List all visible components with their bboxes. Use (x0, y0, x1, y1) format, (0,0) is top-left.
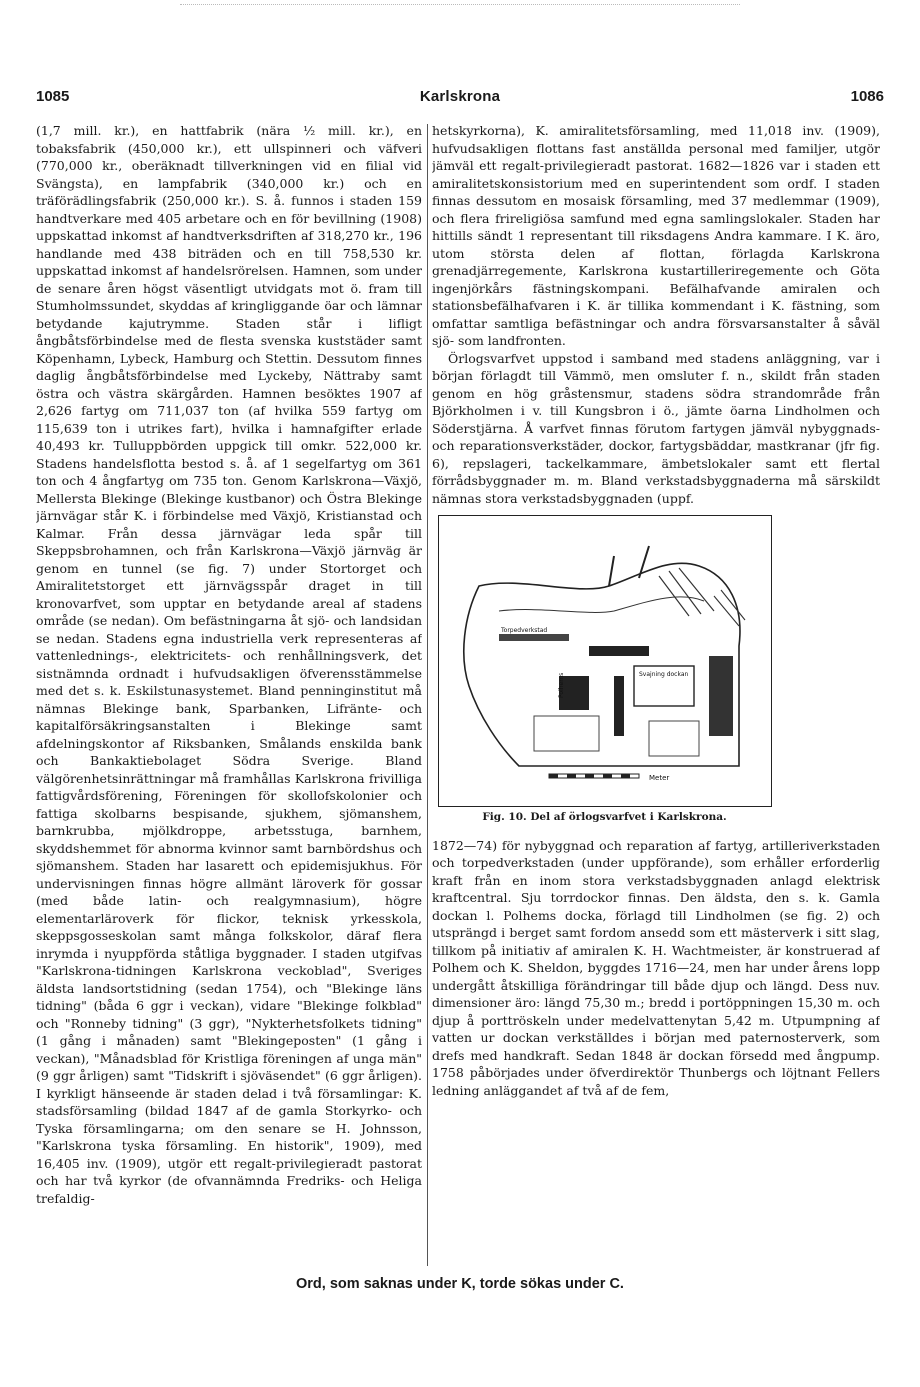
map-label-polhems: Polhems (558, 672, 565, 698)
right-paragraph-2: Örlogsvarfvet uppstod i samband med stadens anläggning, var i början förlagdt till Vämmö, men omsluter f. n., skildt från staden genom en hög gråstensmur, stadens södra strandområde från Björkholmen i v. till Kungsbron i ö., jämte öarna Lindholmen och Söderstjärna. Å varfvet finnas förutom fartygen jämväl nybyggnads- och reparationsverkstäder, dockor, fartygsbäddar, mastkranar (jfr fig. 6), repslageri, tackelkammare, ämbetslokaler samt ett flertal förrådsbyggnader m. m. Bland verkstadsbyggnaderna må särskildt nämnas stora verkstadsbyggnaden (uppf. (432, 350, 880, 506)
page-number-right: 1086 (850, 88, 884, 105)
figure-10-map (438, 515, 772, 807)
map-label-svajning: Svajning dockan (639, 671, 689, 678)
map-scale-label: Meter (649, 774, 670, 782)
scan-edge-line (180, 4, 740, 6)
page-footer-note: Ord, som saknas under K, torde sökas under C. (296, 1276, 624, 1292)
running-header (36, 88, 884, 112)
shipyard-map-illustration (439, 516, 771, 806)
right-paragraph-1: hetskyrkorna), K. amiralitetsförsamling, med 11,018 inv. (1909), hufvudsakligen flottans fast anställda personal med familjer, utgör jämväl ett regalt-privilegieradt pastorat. 1682—1826 var i staden ett amiralitetskonsistorium med en superintendent som ordf. I staden finnas dessutom en mosaisk församling, med 37 medlemmar (1909), och flera frireligiösa samfund med egna samlingslokaler. Staden har hittills sändt 1 representant till riksdagens Andra kammare. I K. äro, utom största delen af flottan, förlagda Karlskrona grenadjärregemente, Karlskrona kustartilleriregemente och Göta ingenjörkårs fästningskompani. Befälhafvande amiralen och stationsbefälhafvaren i K. är tillika kommendant i K. fästning, som omfattar samtliga befästningar och andra försvarsanstalter å såväl sjö- som landfronten. (432, 123, 880, 348)
column-divider (427, 124, 428, 1266)
map-label-torpedo: Torpedverkstad (501, 627, 548, 634)
running-title: Karlskrona (419, 88, 501, 105)
dock-block-3 (614, 676, 624, 736)
left-column (36, 122, 422, 1262)
dock-block-1 (589, 646, 649, 656)
figure-caption: Fig. 10. Del af örlogsvarfvet i Karlskrona. (482, 811, 727, 823)
right-column (432, 122, 880, 1262)
torpedo-workshop (499, 634, 569, 641)
right-paragraph-3: 1872—74) för nybyggnad och reparation af fartyg, artilleriverkstaden och torpedverkstaden (under uppförande), som erhåller erforderlig kraft från en inom stora verkstadsbyggnaden anlagd elektrisk kraftcentral. Sju torrdockor finnas. Den äldsta, den s. k. Gamla dockan l. Polhems docka, förlagd till Lindholmen (se fig. 2) och utsprängd i berget samt fordom ansedd som ett mästerverk i sitt slag, tillkom på initiativ af amiralen K. H. Wachtmeister, är konstruerad af Polhem och K. Sheldon, byggdes 1716—24, men har under årens lopp undergått åtskilliga förändringar till både djup och längd. Dess nuv. dimensioner äro: längd 75,30 m.; bredd i portöppningen 15,30 m. och djup å porttröskeln under medelvattenytan 5,42 m. Utpumpning af vatten ur dockan verkställdes i början med paternosterverk, som drefs med handkraft. Sedan 1848 är dockan försedd med ångpump. 1758 påbörjades under öfverdirektör Thunbergs och löjtnant Fellers ledning anläggandet af två af de fem, (432, 837, 880, 1098)
workshop-block (709, 656, 733, 736)
page-number-left: 1085 (36, 88, 70, 105)
left-column-text: (1,7 mill. kr.), en hattfabrik (nära ½ mill. kr.), en tobaksfabrik (450,000 kr.), ett ullspinneri och väfveri (770,000 kr., oberäknadt tillverkningen vid en filial vid Svängsta), en lampfabrik (340,000 kr.) och en träförädlingsfabrik (250,000 kr.). S. å. funnos i staden 159 handtverkare med 405 arbetare och en för bevillning (1908) uppskattad inkomst af handtverksdriften af 318,270 kr., 196 handlande med 438 biträden och en till 758,530 kr. uppskattad inkomst af handelsrörelsen. Hamnen, som under de senare åren högst väsentligt utvidgats mot ö. fram till Stumholmssundet, skyddas af kringliggande öar och lämnar betydande kajutrymme. Staden står i lifligt ångbåtsförbindelse med de flesta svenska kuststäder samt Köpenhamn, Lybeck, Hamburg och Stettin. Dessutom finnes daglig ångbåtsförbindelse med Lyckeby, Nättraby samt östra och västra skärgården. Hamnen besöktes 1907 af 2,626 fartyg om 711,037 ton (af hvilka 559 fartyg om 115,639 ton i utrikes fart), hvilka i hamnafgifter erlade 40,493 kr. Tulluppbörden uppgick till omkr. 522,000 kr. Stadens handelsflotta bestod s. å. af 1 segelfartyg om 361 ton och 4 ångfartyg om 735 ton. Genom Karlskrona—Växjö, Mellersta Blekinge (Blekinge kustbanor) och Östra Blekinge järnvägar står K. i förbindelse med Växjö, Kristianstad och Kalmar. Från dessa järnvägar leda spår till Skeppsbrohamnen, och från Karlskrona—Växjö järnväg är genom en tunnel (se fig. 7) under Stortorget och Amiralitetstorget ett järnvägsspår draget in till kronovarfvet, som upptar en betydande areal af stadens område (se nedan). Om befästningarna åt sjö- och landsidan se nedan. Stadens egna industriella verk representeras af vattenlednings-, elektricitets- och renhållningsverk, det sistnämnda ordnadt i hufvudsakligen öfverensstämmelse med det s. k. Eskilstunasystemet. Bland penninginstitut må nämnas Blekinge bank, Sparbanken, Lifränte- och kapitalförsäkringsanstalten i Blekinge samt afdelningskontor af Riksbanken, Smålands enskilda bank och Bankaktiebolaget Södra Sverige. Bland välgörenhetsinrättningar må framhållas Karlskrona frivilliga fattigvårdsförening, Föreningen för skollofskolonier och fattiga skolbarns bespisande, sjukhem, sjömanshem, barnkrubba, mjölkdroppe, arbetsstuga, barnhem, skyddshemmet för abnorma kvinnor samt barnbördshus och sjömanshem. Staden har lasarett och epidemisjukhus. För undervisningen finnas högre allmänt läroverk för gossar (med både latin- och realgymnasium), högre elementarläroverk för flickor, teknisk yrkesskola, skeppsgosseskolan samt många folkskolor, däraf flera inrymda i nyuppförda ståtliga byggnader. I staden utgifvas "Karlskrona-tidningen Karlskrona veckoblad", Sveriges äldsta landsortstidning (sedan 1754), och "Blekinge läns tidning" (båda 6 ggr i veckan), vidare "Blekinge folkblad" och "Ronneby tidning" (3 ggr), "Nykterhetsfolkets tidning" (1 gång i månaden) samt "Blekingeposten" (1 gång i veckan), "Månadsblad för Kristliga föreningen af unga män" (9 ggr årligen) samt "Tidskrift i sjöväsendet" (6 ggr årligen). I kyrkligt hänseende är staden delad i två församlingar: K. stadsförsamling (bildad 1847 af de gamla Storkyrko- och Tyska församlingarna; om den senare se H. Johnsson, "Karlskrona tyska församling. En historik", 1909), med 16,405 inv. (1909), utgör ett regalt-privilegieradt pastorat och har två kyrkor (de ofvannämnda Fredriks- och Heliga trefaldig- (36, 123, 422, 1206)
